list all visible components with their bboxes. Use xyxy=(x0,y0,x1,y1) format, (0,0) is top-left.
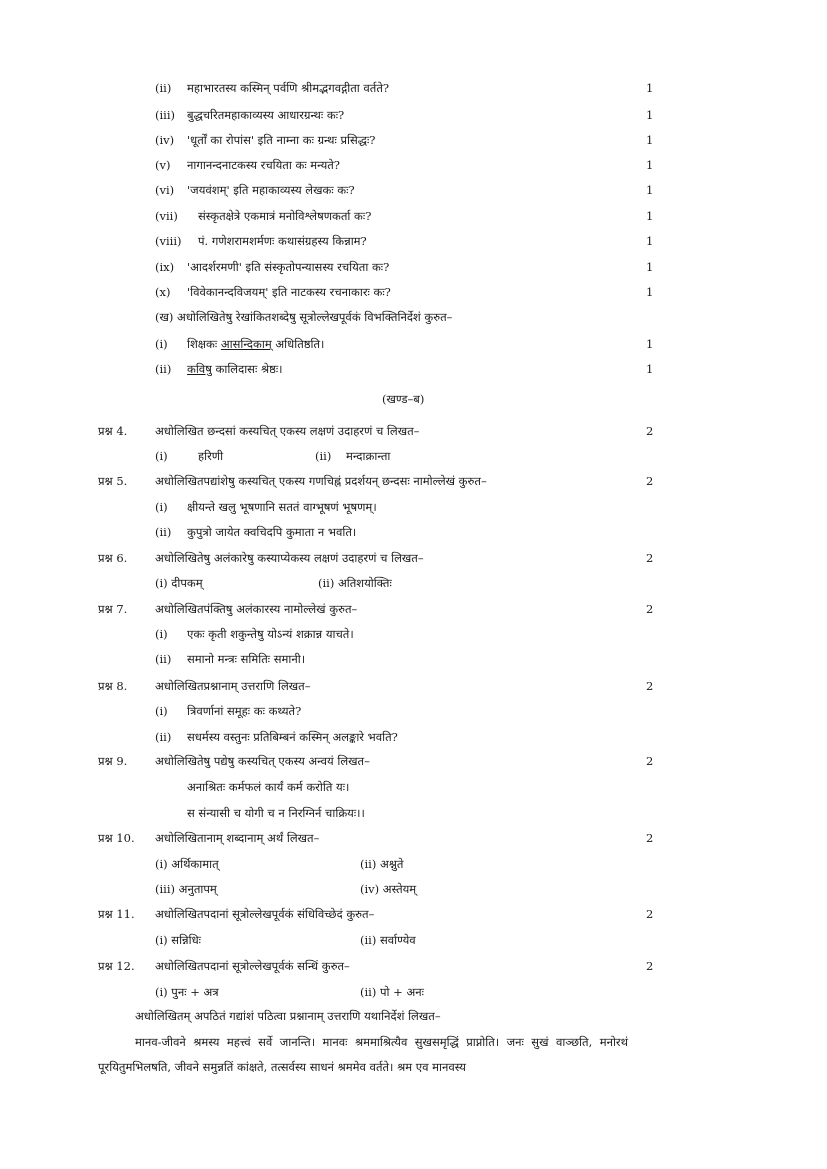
verse-line: स संन्यासी च योगी च न निरग्निर्न चाक्रियः।। xyxy=(187,806,365,820)
section-title: (खण्ड–ब) xyxy=(382,392,425,406)
exam-page: (ii) महाभारतस्य कस्मिन् पर्वणि श्रीमद्भगवद्गीता वर्तते? 1 (iii) बुद्धचरितमहाकाव्यस्य आधारग्रन्थः कः? 1 (iv) 'धूर्तों का रोपांस' इति नाम्ना कः ग्रन्थः प्रसिद्धः? 1 (v) नागानन्दनाटकस्य रचयिता कः मन्यते? 1 (vi) 'जयवंशम्' इति महाकाव्यस्य लेखकः कः? 1 (vii) संस्कृतक्षेत्रे एकमात्रं मनोविश्लेषणकर्ता कः? 1 (viii) पं. गणेशरामशर्मणः कथासंग्रहस्य किन्नाम? 1 (ix) 'आदर्शरमणी' इति संस्कृतोपन्यासस्य रचयिता कः? 1 (x) 'विवेकानन्दविजयम्' इति नाटकस्य रचनाकारः कः? 1 (ख) अधोलिखितेषु रेखांकितशब्देषु सूत्रोल्लेखपूर्वकं विभक्तिनिर्देशं कुरुत– (i) शिक्षकः आसन्दिकाम् अधितिष्ठति। 1 (ii) कविषु कालिदासः श्रेष्ठः। 1 (खण्ड–ब) प्रश्न 4. अधोलिखित छन्दसां कस्यचित् एकस्य लक्षणं उदाहरणं च लिखत– 2 (i) हरिणी (ii) मन्दाक्रान्ता प्रश्न 5. अधोलिखितपद्यांशेषु कस्यचित् एकस्य गणचिह्नं प्रदर्शयन् छन्दसः नामोल्लेखं कुरुत– 2 (i) क्षीयन्ते खलु भूषणानि सततं वाग्भूषणं भूषणम्। (ii) कुपुत्रो जायेत क्वचिदपि कुमाता न भवति। प्रश्न 6. अधोलिखितेषु अलंकारेषु कस्याप्येकस्य लक्षणं उदाहरणं च लिखत– 2 (i) दीपकम् (ii) अतिशयोक्तिः प्रश्न 7. अधोलिखितपंक्तिषु अलंकारस्य नामोल्लेखं कुरुत– 2 (i) एकः कृती शकुन्तेषु योऽन्यं शक्रान्न याचते। (ii) समानो मन्त्रः समितिः समानी। प्रश्न 8. अधोलिखितप्रश्नानाम् उत्तराणि लिखत– 2 (i) त्रिवर्णानां समूहः कः कथ्यते? (ii) सधर्मस्य वस्तुनः प्रतिबिम्बनं कस्मिन् अलङ्कारे भवति? प्रश्न 9. अधोलिखितेषु पद्येषु कस्यचित् एकस्य अन्वयं लिखत– 2 अनाश्रितः कर्मफलं कार्यं कर्म करोति यः। स संन्यासी च योगी च न निरग्निर्न चाक्रियः।। प्रश्न 10. अधोलिखितानाम् शब्दानाम् अर्थं लिखत– 2 (i) अर्थिकामात् (ii) अश्नुते (iii) अनुतापम् (iv) अस्तेयम् प्रश्न 11. अधोलिखितपदानां सूत्रोल्लेखपूर्वकं संधिविच्छेदं कुरुत– 2 (i) सन्निधिः (ii) सर्वाण्येव प्रश्न 12. अधोलिखितपदानां सूत्रोल्लेखपूर्वकं सन्धिं कुरुत– 2 (i) पुनः + अत्र (ii) पो + अनः अधोलिखितम् अपठितं गद्यांशं पठित्वा प्रश्नानाम् उत्तराणि यथानिर्देशं लिखत– मानव-जीवने श्रमस्य महत्त्वं सर्वे जानन्ति। मानवः श्रममाश्रित्यैव सुखसमृद्धिं प्राप्नोति। जनः सुखं वाञ्छति, मनोरथं पूरयितुमभिलषति, जीवने समुन्नतिं कांक्षते, तत्सर्वस्य साधनं श्रममेव वर्तते। श्रम एव मानवस्य xyxy=(0,0,827,1169)
underlined-word: आसन्दिकाम् xyxy=(220,337,272,351)
underlined-word: कविषु xyxy=(187,362,212,376)
sub-question-heading: (ख) अधोलिखितेषु रेखांकितशब्देषु सूत्रोल्लेखपूर्वकं विभक्तिनिर्देशं कुरुत– xyxy=(155,310,453,324)
passage-intro: अधोलिखितम् अपठितं गद्यांशं पठित्वा प्रश्नानाम् उत्तराणि यथानिर्देशं लिखत– xyxy=(135,1009,441,1023)
unseen-passage: मानव-जीवने श्रमस्य महत्त्वं सर्वे जानन्ति। मानवः श्रममाश्रित्यैव सुखसमृद्धिं प्राप्नोति। जनः सुखं वाञ्छति, मनोरथं पूरयितुमभिलषति, जीवने समुन्नतिं कांक्षते, तत्सर्वस्य साधनं श्रममेव वर्तते। श्रम एव मानवस्य xyxy=(98,1035,628,1074)
verse-line: अनाश्रितः कर्मफलं कार्यं कर्म करोति यः। xyxy=(187,780,350,794)
